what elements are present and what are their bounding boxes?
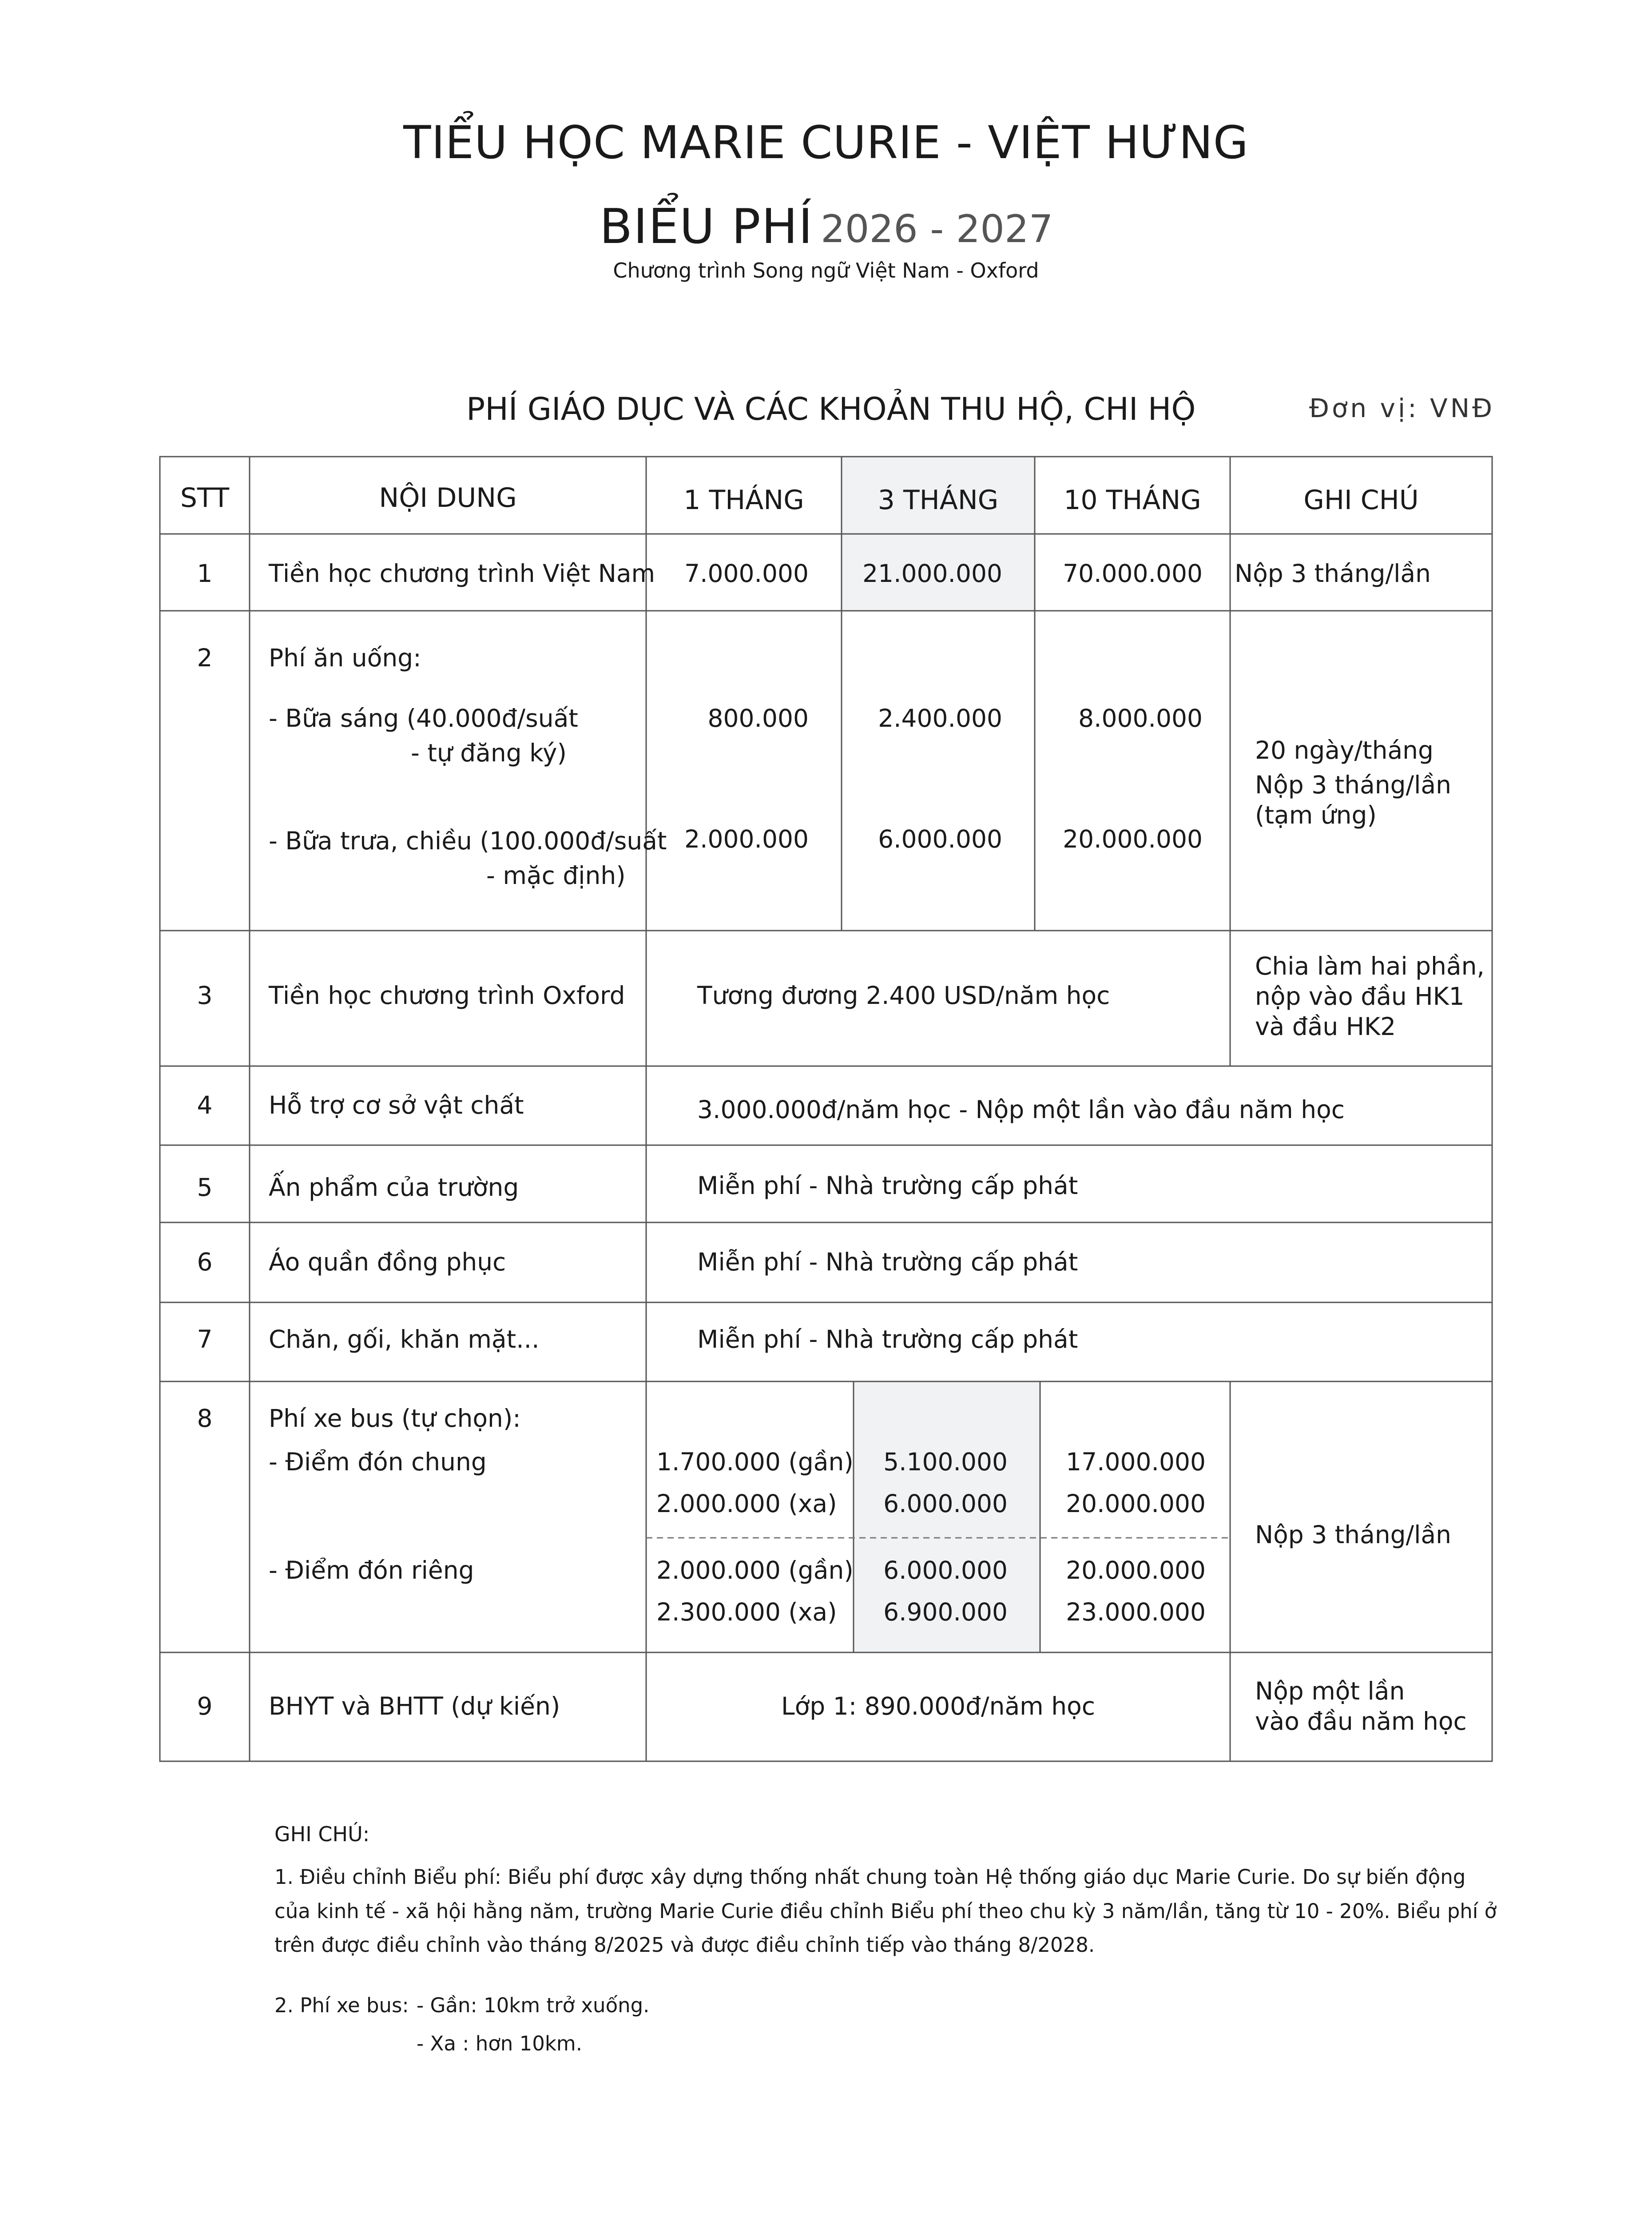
row2-title: Phí ăn uống: [269,644,421,672]
fee-title: BIỂU PHÍ [600,199,814,255]
note-2-prefix: 2. Phí xe bus: [274,1994,409,2017]
row1-3-month: 21.000.000 [862,559,1002,588]
row9-value: Lớp 1: 890.000đ/năm học [781,1692,1095,1720]
row8-private-stop-label: - Điểm đón riêng [269,1556,474,1584]
school-year: 2026 - 2027 [821,207,1053,251]
row2-note2: Nộp 3 tháng/lần [1255,771,1451,799]
header-3-month: 3 THÁNG [878,485,999,516]
row8-stt: 8 [197,1404,213,1433]
row8-shared-stop-label: - Điểm đón chung [269,1448,487,1476]
header-stt: STT [180,482,230,513]
row8-private-near-3-month: 6.000.000 [883,1556,1008,1584]
note-2-near: - Gần: 10km trở xuống. [417,1994,650,2017]
notes-title: GHI CHÚ: [274,1822,370,1846]
row2-breakfast-10-month: 8.000.000 [1078,704,1203,732]
row2-lunch-3-month: 6.000.000 [878,825,1002,853]
row2-lunch-line2: - mặc định) [486,861,626,890]
row2-lunch-1-month: 2.000.000 [684,825,809,853]
row7-value: Miễn phí - Nhà trường cấp phát [697,1325,1078,1353]
section-title: PHÍ GIÁO DỤC VÀ CÁC KHOẢN THU HỘ, CHI HỘ [466,391,1196,427]
row7-stt: 7 [197,1325,213,1353]
row2-note3: (tạm ứng) [1255,801,1377,829]
row7-content: Chăn, gối, khăn mặt... [269,1325,540,1353]
row8-shared-far-10-month: 20.000.000 [1066,1489,1206,1518]
header-10-month: 10 THÁNG [1064,485,1201,516]
row8-shared-near-1-month: 1.700.000 (gần) [656,1448,854,1476]
row3-note3: và đầu HK2 [1255,1012,1396,1041]
row6-stt: 6 [197,1248,213,1276]
row8-shared-far-3-month: 6.000.000 [883,1489,1008,1518]
note-1: 1. Điều chỉnh Biểu phí: Biểu phí được xây dựng thống nhất chung toàn Hệ thống giáo dục Marie Curie. Do sự biến động của kinh tế - xã hội hằng năm, trường Marie Curie điều chỉnh Biểu phí theo chu kỳ 3 năm/lần, tăng từ 10 - 20%. Biểu phí ở trên được điều chỉnh vào tháng 8/2025 và được điều chỉnh tiếp vào tháng 8/2028. [274,1865,1497,1957]
row2-breakfast-1-month: 800.000 [707,704,809,732]
currency-unit: Đơn vị: VNĐ [1309,393,1495,423]
row3-value: Tương đương 2.400 USD/năm học [697,981,1110,1010]
row1-content: Tiền học chương trình Việt Nam [269,559,655,588]
row8-title: Phí xe bus (tự chọn): [269,1404,521,1433]
row2-note1: 20 ngày/tháng [1255,736,1434,764]
row4-value: 3.000.000đ/năm học - Nộp một lần vào đầu năm học [697,1095,1345,1124]
row2-breakfast-line1: - Bữa sáng (40.000đ/suất [269,704,578,732]
row2-lunch-10-month: 20.000.000 [1063,825,1203,853]
program-name: Chương trình Song ngữ Việt Nam - Oxford [613,259,1039,283]
row5-value: Miễn phí - Nhà trường cấp phát [697,1171,1078,1200]
row5-stt: 5 [197,1173,213,1202]
header-1-month: 1 THÁNG [683,485,804,516]
row8-note: Nộp 3 tháng/lần [1255,1520,1451,1549]
row1-1-month: 7.000.000 [684,559,809,588]
row9-note2: vào đầu năm học [1255,1707,1467,1735]
row9-note1: Nộp một lần [1255,1677,1405,1705]
row4-stt: 4 [197,1091,213,1119]
row9-stt: 9 [197,1692,213,1720]
row6-content: Áo quần đồng phục [269,1248,506,1276]
row1-stt: 1 [197,559,213,588]
row3-content: Tiền học chương trình Oxford [269,981,625,1010]
row8-private-far-10-month: 23.000.000 [1066,1598,1206,1626]
row9-content: BHYT và BHTT (dự kiến) [269,1692,560,1720]
header-note: GHI CHÚ [1303,485,1419,516]
row2-breakfast-3-month: 2.400.000 [878,704,1002,732]
row3-stt: 3 [197,981,213,1010]
header-content: NỘI DUNG [379,482,517,513]
row4-content: Hỗ trợ cơ sở vật chất [269,1091,524,1119]
row8-shared-far-1-month: 2.000.000 (xa) [656,1489,837,1518]
row8-shared-near-3-month: 5.100.000 [883,1448,1008,1476]
school-name: TIỂU HỌC MARIE CURIE - VIỆT HƯNG [403,116,1249,169]
row5-content: Ấn phẩm của trường [269,1173,519,1202]
row6-value: Miễn phí - Nhà trường cấp phát [697,1248,1078,1276]
row3-note2: nộp vào đầu HK1 [1255,982,1465,1011]
row8-private-near-1-month: 2.000.000 (gần) [656,1556,854,1584]
row8-shared-near-10-month: 17.000.000 [1066,1448,1206,1476]
row3-note1: Chia làm hai phần, [1255,952,1485,980]
row8-private-far-3-month: 6.900.000 [883,1598,1008,1626]
row1-note: Nộp 3 tháng/lần [1235,559,1431,588]
row8-private-far-1-month: 2.300.000 (xa) [656,1598,837,1626]
row2-stt: 2 [197,644,213,672]
row2-breakfast-line2: - tự đăng ký) [411,739,567,767]
row1-10-month: 70.000.000 [1063,559,1203,588]
note-2-far: - Xa : hơn 10km. [417,2032,583,2055]
row2-lunch-line1: - Bữa trưa, chiều (100.000đ/suất [269,827,667,855]
row8-private-near-10-month: 20.000.000 [1066,1556,1206,1584]
